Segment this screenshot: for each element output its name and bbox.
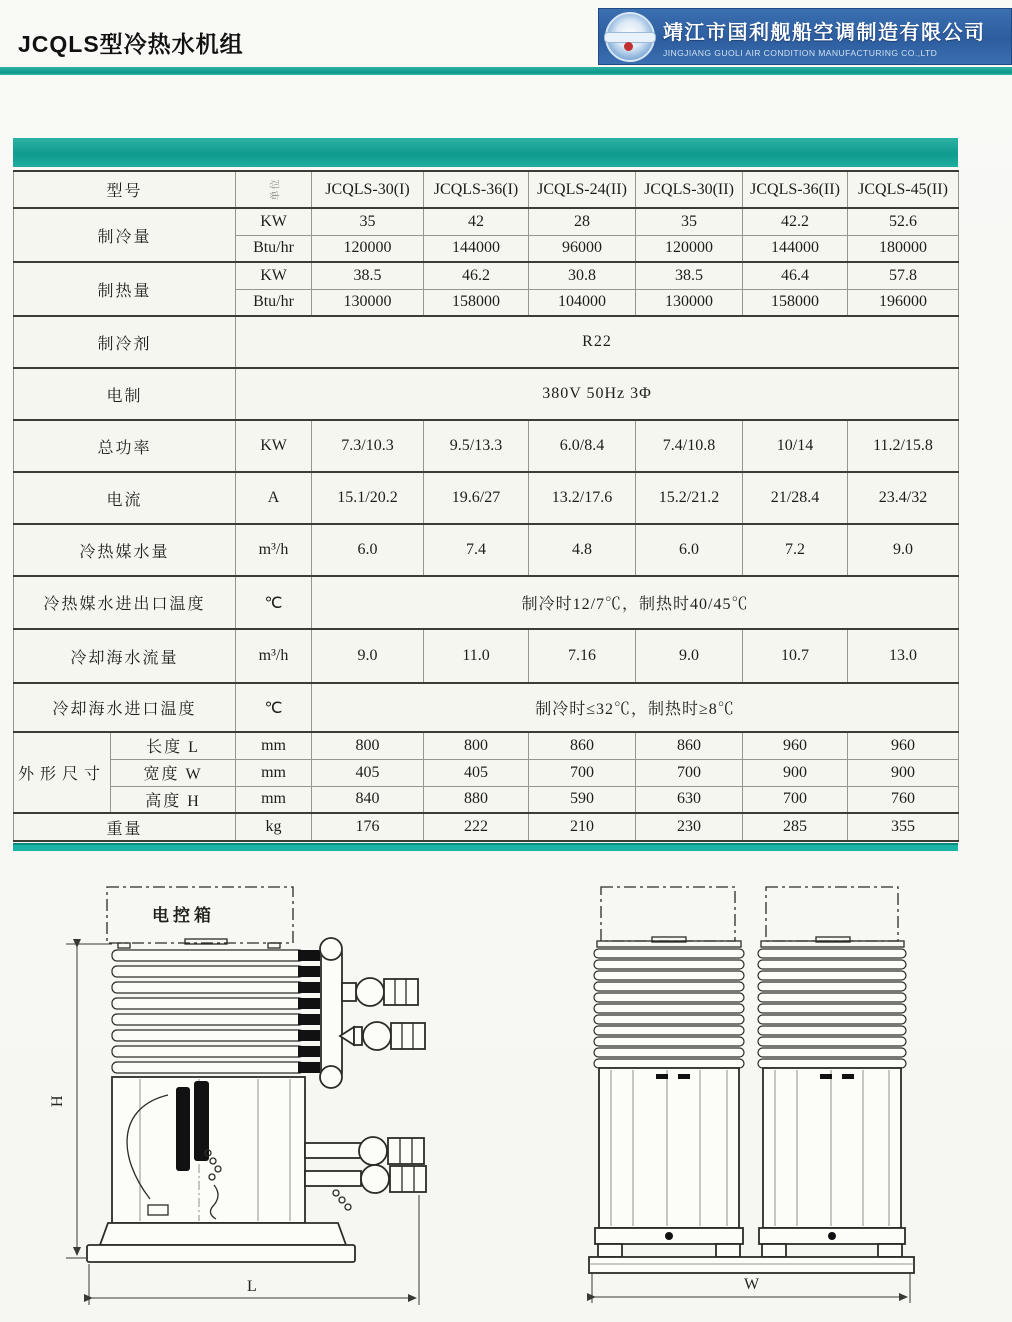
spec-value: 4.8 (529, 524, 636, 576)
spec-value: 230 (636, 813, 743, 841)
spec-value: 35 (312, 208, 424, 235)
spec-value: 38.5 (636, 262, 743, 289)
spec-value: 158000 (424, 289, 529, 316)
compressor (176, 1087, 190, 1171)
model-name: JCQLS-30(I) (312, 171, 424, 208)
spec-table-wrap (13, 170, 958, 842)
row-label-cooling: 制冷量 (14, 208, 236, 262)
header-divider (0, 67, 1012, 75)
spec-value: 13.0 (848, 629, 959, 683)
spec-row-seawater-temp (14, 683, 959, 732)
spec-value: 285 (743, 813, 848, 841)
power-supply-value: 380V 50Hz 3Φ (236, 368, 959, 420)
row-label-dimensions: 外形尺寸 (14, 732, 111, 813)
unit-cell: A (236, 472, 312, 524)
spec-value: 960 (848, 732, 959, 759)
spec-value: 176 (312, 813, 424, 841)
spec-value: 180000 (848, 235, 959, 262)
spec-value: 355 (848, 813, 959, 841)
logo-band (604, 32, 656, 43)
spec-value: 35 (636, 208, 743, 235)
spec-value: 13.2/17.6 (529, 472, 636, 524)
spec-row-cooling-kw (14, 208, 959, 235)
table-bottom-rule (13, 843, 958, 851)
spec-row-power-supply (14, 368, 959, 420)
spec-value: 196000 (848, 289, 959, 316)
row-label-current: 电流 (14, 472, 236, 524)
model-name: JCQLS-45(II) (848, 171, 959, 208)
spec-value: 21/28.4 (743, 472, 848, 524)
spec-row-height (14, 786, 959, 813)
company-logo-banner (598, 8, 1012, 65)
spec-value: 700 (743, 786, 848, 813)
coil-stack (112, 950, 320, 1073)
spec-row-current (14, 472, 959, 524)
model-name: JCQLS-30(II) (636, 171, 743, 208)
page-title: JCQLS型冷热水机组 (18, 31, 244, 57)
machine-body (112, 1077, 305, 1223)
unit-cell: kg (236, 813, 312, 841)
spec-value: 6.0 (312, 524, 424, 576)
side-unit-a (594, 887, 744, 1257)
spec-value: 19.6/27 (424, 472, 529, 524)
unit-cell: mm (236, 786, 312, 813)
spec-row-length (14, 732, 959, 759)
unit-cell: mm (236, 759, 312, 786)
refrigerant-value: R22 (236, 316, 959, 368)
dimension-w (592, 1273, 910, 1303)
spec-value: 11.2/15.8 (848, 420, 959, 472)
model-name: JCQLS-36(I) (424, 171, 529, 208)
unit-cell: KW (236, 420, 312, 472)
spec-value: 42 (424, 208, 529, 235)
unit-cell: mm (236, 732, 312, 759)
spec-value: 7.3/10.3 (312, 420, 424, 472)
spec-value: 760 (848, 786, 959, 813)
spec-value: 42.2 (743, 208, 848, 235)
spec-value: 10.7 (743, 629, 848, 683)
row-label-weight: 重量 (14, 813, 236, 841)
spec-row-width (14, 759, 959, 786)
spec-row-model (14, 171, 959, 208)
unit-cell: ℃ (236, 576, 312, 629)
spec-value: 9.0 (312, 629, 424, 683)
spec-value: 10/14 (743, 420, 848, 472)
unit-cell: m³/h (236, 629, 312, 683)
lower-valves (305, 1137, 426, 1210)
dim-label-w: W (744, 1276, 760, 1293)
spec-value: 960 (743, 732, 848, 759)
spec-value: 840 (312, 786, 424, 813)
spec-row-weight (14, 813, 959, 841)
row-label-heating: 制热量 (14, 262, 236, 316)
spec-value: 405 (312, 759, 424, 786)
spec-value: 130000 (312, 289, 424, 316)
unit-cell: KW (236, 262, 312, 289)
spec-row-seawater-flow (14, 629, 959, 683)
spec-value: 46.2 (424, 262, 529, 289)
seawater-temp-value: 制冷时≤32℃，制热时≥8℃ (312, 683, 959, 732)
spec-value: 52.6 (848, 208, 959, 235)
unit-cell: ℃ (236, 683, 312, 732)
water-temp-value: 制冷时12/7℃，制热时40/45℃ (312, 576, 959, 629)
side-unit-b (758, 887, 906, 1257)
unit-cell: Btu/hr (236, 289, 312, 316)
company-globe-logo-icon (605, 12, 655, 62)
spec-value: 120000 (636, 235, 743, 262)
spec-value: 6.0 (636, 524, 743, 576)
spec-value: 405 (424, 759, 529, 786)
spec-value: 9.0 (636, 629, 743, 683)
spec-value: 11.0 (424, 629, 529, 683)
row-label-refrigerant: 制冷剂 (14, 316, 236, 368)
unit-cell: KW (236, 208, 312, 235)
spec-row-heating-kw (14, 262, 959, 289)
spec-value: 7.2 (743, 524, 848, 576)
control-box-label: 电控箱 (152, 906, 215, 925)
spec-value: 38.5 (312, 262, 424, 289)
company-name-en: JINGJIANG GUOLI AIR CONDITION MANUFACTURING CO.,LTD (663, 47, 938, 58)
row-label-seawater-flow: 冷却海水流量 (14, 629, 236, 683)
spec-value: 700 (636, 759, 743, 786)
row-label-total-power: 总功率 (14, 420, 236, 472)
row-label-width: 宽度 W (111, 759, 236, 786)
unit-cell: m³/h (236, 524, 312, 576)
spec-value: 15.2/21.2 (636, 472, 743, 524)
spec-value: 222 (424, 813, 529, 841)
unit-cell: Btu/hr (236, 235, 312, 262)
spec-value: 800 (424, 732, 529, 759)
spec-value: 130000 (636, 289, 743, 316)
side-view-drawing (589, 887, 914, 1303)
row-label-water-temp: 冷热媒水进出口温度 (14, 576, 236, 629)
spec-value: 144000 (743, 235, 848, 262)
spec-value: 28 (529, 208, 636, 235)
spec-row-total-power (14, 420, 959, 472)
spec-value: 800 (312, 732, 424, 759)
manifold-and-valves (320, 938, 425, 1088)
row-label-length: 长度 L (111, 732, 236, 759)
dim-label-l: L (247, 1278, 257, 1295)
spec-value: 30.8 (529, 262, 636, 289)
company-name-cn: 靖江市国利舰船空调制造有限公司 (663, 21, 986, 44)
drawings-svg (0, 855, 1012, 1322)
spec-value: 900 (743, 759, 848, 786)
front-view-drawing (49, 887, 426, 1305)
spec-value: 880 (424, 786, 529, 813)
spec-value: 46.4 (743, 262, 848, 289)
spec-row-refrigerant (14, 316, 959, 368)
spec-value: 860 (529, 732, 636, 759)
logo-core (624, 42, 633, 51)
base (87, 1223, 355, 1262)
row-label-seawater-temp: 冷却海水进口温度 (14, 683, 236, 732)
spec-value: 158000 (743, 289, 848, 316)
spec-value: 6.0/8.4 (529, 420, 636, 472)
spec-value: 104000 (529, 289, 636, 316)
model-name: JCQLS-36(II) (743, 171, 848, 208)
unit-header-label: 单位 (270, 178, 282, 200)
spec-value: 120000 (312, 235, 424, 262)
spec-value: 7.4/10.8 (636, 420, 743, 472)
spec-value: 7.4 (424, 524, 529, 576)
spec-value: 210 (529, 813, 636, 841)
spec-value: 96000 (529, 235, 636, 262)
company-names (663, 16, 986, 58)
technical-drawings (0, 855, 1012, 1322)
spec-row-water-temp (14, 576, 959, 629)
row-label-model: 型号 (14, 171, 236, 208)
spec-value: 7.16 (529, 629, 636, 683)
dim-label-h: H (49, 1095, 66, 1107)
spec-value: 9.5/13.3 (424, 420, 529, 472)
row-label-power-supply: 电制 (14, 368, 236, 420)
row-label-water-flow: 冷热媒水量 (14, 524, 236, 576)
spec-value: 57.8 (848, 262, 959, 289)
spec-value: 630 (636, 786, 743, 813)
model-name: JCQLS-24(II) (529, 171, 636, 208)
spec-value: 700 (529, 759, 636, 786)
dimension-h (49, 944, 112, 1258)
spec-value: 144000 (424, 235, 529, 262)
spec-value: 23.4/32 (848, 472, 959, 524)
table-top-banner (13, 138, 958, 167)
row-label-height: 高度 H (111, 786, 236, 813)
spec-value: 590 (529, 786, 636, 813)
spec-value: 900 (848, 759, 959, 786)
spec-row-water-flow (14, 524, 959, 576)
side-base-plate (589, 1257, 914, 1273)
unit-header-cell (236, 171, 312, 208)
spec-value: 860 (636, 732, 743, 759)
spec-value: 9.0 (848, 524, 959, 576)
spec-table (13, 170, 959, 842)
spec-value: 15.1/20.2 (312, 472, 424, 524)
